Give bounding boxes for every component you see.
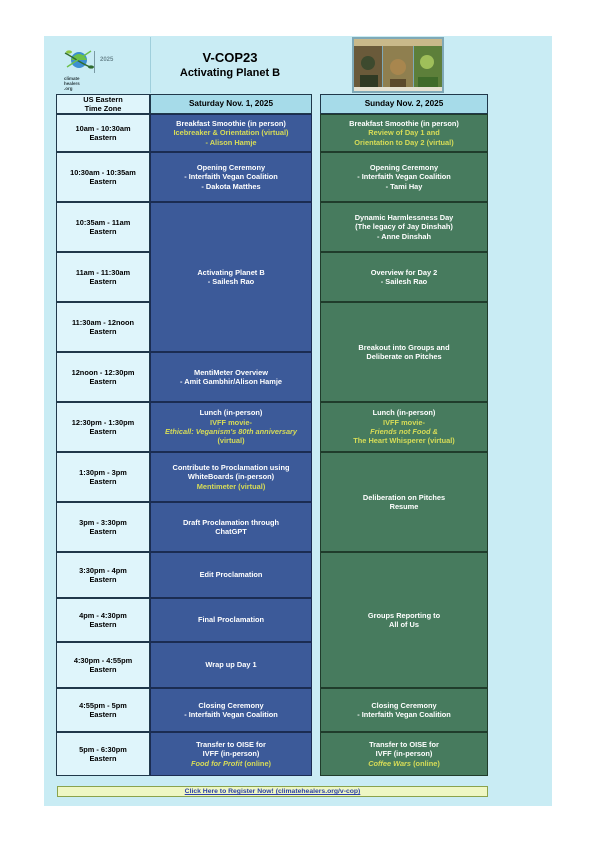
cell-text: Eastern bbox=[89, 277, 117, 286]
cell-text: (virtual) bbox=[217, 436, 245, 446]
cell-text: WhiteBoards (in-person) bbox=[187, 472, 275, 482]
cell-text: The Heart Whisperer (virtual) bbox=[353, 436, 455, 446]
cell-text: Transfer to OISE for bbox=[369, 739, 439, 749]
cell-text: Opening Ceremony bbox=[196, 162, 266, 172]
day2_events-event bbox=[320, 402, 488, 452]
cell-text: - Sailesh Rao bbox=[380, 277, 428, 286]
cell-text: IVFF (in-person) bbox=[202, 749, 260, 759]
day2_events-event bbox=[320, 202, 488, 252]
cell-text: Eastern bbox=[89, 527, 117, 536]
day1_events-event bbox=[150, 114, 312, 152]
day1_events-event bbox=[150, 552, 312, 598]
cell-text: (The legacy of Jay Dinshah) bbox=[355, 222, 453, 232]
time-slot bbox=[56, 252, 150, 302]
cell-text: 3:30pm - 4pm bbox=[79, 565, 127, 575]
logo-year: 2025 bbox=[100, 57, 114, 63]
cell-text: 11:30am - 12noon bbox=[71, 317, 135, 327]
logo-divider bbox=[94, 51, 95, 73]
cell-text: Transfer to OISE for bbox=[196, 739, 266, 749]
cell-text: Eastern bbox=[89, 477, 117, 486]
cell-text: 4:30pm - 4:55pm bbox=[73, 655, 133, 665]
cell-text: Resume bbox=[389, 502, 419, 511]
cell-text: Draft Proclamation through bbox=[182, 517, 280, 527]
timezone-header bbox=[56, 94, 150, 114]
cell-text: Activating Planet B bbox=[197, 267, 265, 277]
day2_events-event bbox=[320, 152, 488, 202]
day2_events-event bbox=[320, 552, 488, 688]
cell-text: Time Zone bbox=[84, 104, 122, 113]
logo-line: .org bbox=[64, 86, 73, 91]
time-slot bbox=[56, 688, 150, 732]
cell-text: Breakout into Groups and bbox=[358, 342, 450, 352]
day1_events-event bbox=[150, 402, 312, 452]
cell-text: 10:30am - 10:35am bbox=[70, 167, 136, 177]
day2_events-event bbox=[320, 452, 488, 552]
cell-text: ChatGPT bbox=[215, 527, 247, 536]
cell-text: Eastern bbox=[89, 227, 117, 236]
climate-healers-logo bbox=[58, 37, 151, 93]
cell-text: Eastern bbox=[89, 133, 117, 142]
cell-text: - Interfaith Vegan Coalition bbox=[357, 172, 451, 182]
cell-text: 11am - 11:30am bbox=[75, 267, 131, 277]
cell-text: 12noon - 12:30pm bbox=[71, 367, 135, 377]
cell-text: Opening Ceremony bbox=[369, 162, 439, 172]
day2_events-event bbox=[320, 252, 488, 302]
event-title-block bbox=[150, 37, 310, 93]
cell-text: Food for Profit (online) bbox=[190, 758, 272, 768]
cell-text: - Alison Hamje bbox=[205, 137, 257, 147]
time-slot bbox=[56, 302, 150, 352]
cell-text: 3pm - 3:30pm bbox=[79, 517, 127, 527]
cell-text: Eastern bbox=[89, 177, 117, 186]
cell-text: Eastern bbox=[89, 620, 117, 629]
cell-text: - Interfaith Vegan Coalition bbox=[357, 710, 451, 719]
time-slot bbox=[56, 452, 150, 502]
event-poster-image bbox=[352, 37, 444, 93]
cell-text: - Sailesh Rao bbox=[207, 277, 255, 286]
cell-text: Deliberate on Pitches bbox=[366, 352, 442, 361]
time-slot bbox=[56, 552, 150, 598]
cell-text: Breakfast Smoothie (in person) bbox=[176, 118, 286, 128]
day1_events-event bbox=[150, 352, 312, 402]
cell-text: - Interfaith Vegan Coalition bbox=[184, 710, 278, 719]
logo-text bbox=[64, 76, 80, 91]
cell-text: Closing Ceremony bbox=[371, 700, 437, 710]
cell-text: Eastern bbox=[89, 427, 117, 436]
cell-text: IVFF (in-person) bbox=[375, 749, 433, 759]
cell-text: Lunch (in-person) bbox=[372, 408, 436, 418]
day1_events-event bbox=[150, 598, 312, 642]
cell-text: Final Proclamation bbox=[197, 615, 265, 625]
cell-text: Review of Day 1 and bbox=[368, 128, 440, 138]
time-slot bbox=[56, 202, 150, 252]
event-subtitle: Activating Planet B bbox=[179, 67, 281, 79]
cell-text: - Tami Hay bbox=[385, 181, 423, 191]
cell-text: Icebreaker & Orientation (virtual) bbox=[173, 128, 289, 138]
day1_events-event bbox=[150, 452, 312, 502]
cell-text: Eastern bbox=[89, 327, 117, 336]
cell-text: 5pm - 6:30pm bbox=[79, 744, 127, 754]
cell-text: - Interfaith Vegan Coalition bbox=[184, 172, 278, 182]
cell-text: Mentimeter (virtual) bbox=[196, 481, 266, 491]
cell-text: - Dakota Matthes bbox=[201, 181, 261, 191]
time-slot bbox=[56, 152, 150, 202]
cell-text: - Amit Gambhir/Alison Hamje bbox=[180, 377, 282, 386]
cell-text: Orientation to Day 2 (virtual) bbox=[354, 137, 454, 147]
cell-text: Ethicall: Veganism's 80th anniversary bbox=[164, 427, 298, 436]
cell-text: 1:30pm - 3pm bbox=[79, 467, 127, 477]
day2_events-event bbox=[320, 114, 488, 152]
time-slot bbox=[56, 502, 150, 552]
time-slot bbox=[56, 114, 150, 152]
cell-text: US Eastern bbox=[83, 94, 123, 104]
logo-line: climate bbox=[64, 76, 80, 81]
register-link[interactable]: Click Here to Register Now! (climatehealers.org/v-cop) bbox=[57, 786, 488, 797]
poster-collage-icon bbox=[352, 37, 444, 93]
cell-text: Eastern bbox=[89, 575, 117, 584]
day1_events-event bbox=[150, 642, 312, 688]
time-slot bbox=[56, 642, 150, 688]
cell-text: Eastern bbox=[89, 710, 117, 719]
time-slot bbox=[56, 598, 150, 642]
cell-text: Eastern bbox=[89, 754, 117, 763]
cell-text: 4:55pm - 5pm bbox=[79, 700, 127, 710]
day1_events-event bbox=[150, 732, 312, 776]
cell-text: Eastern bbox=[89, 377, 117, 386]
day2_events-event bbox=[320, 732, 488, 776]
cell-text: - Anne Dinshah bbox=[377, 231, 431, 241]
cell-text: 10:35am - 11am bbox=[75, 217, 131, 227]
event-title: V-COP23 bbox=[202, 50, 258, 65]
logo-line: healers bbox=[64, 81, 80, 86]
cell-text: Groups Reporting to bbox=[367, 610, 441, 620]
day1_events-event bbox=[150, 502, 312, 552]
cell-text: Closing Ceremony bbox=[198, 700, 264, 710]
time-slot bbox=[56, 352, 150, 402]
cell-text: Breakfast Smoothie (in person) bbox=[349, 118, 459, 128]
cell-text: IVFF movie- bbox=[383, 417, 425, 427]
cell-text: Eastern bbox=[89, 665, 117, 674]
day2_events-event bbox=[320, 688, 488, 732]
cell-text: Lunch (in-person) bbox=[199, 408, 263, 418]
time-slot bbox=[56, 402, 150, 452]
cell-text: Saturday Nov. 1, 2025 bbox=[188, 99, 274, 109]
day1-header bbox=[150, 94, 312, 114]
cell-text: Contribute to Proclamation using bbox=[172, 462, 290, 472]
day2_events-event bbox=[320, 302, 488, 402]
cell-text: 4pm - 4:30pm bbox=[79, 610, 127, 620]
day1_events-event bbox=[150, 152, 312, 202]
cell-text: All of Us bbox=[389, 620, 419, 629]
cell-text: Dynamic Harmlessness Day bbox=[354, 212, 454, 222]
day2-header bbox=[320, 94, 488, 114]
cell-text: 12:30pm - 1:30pm bbox=[71, 417, 135, 427]
cell-text: Overview for Day 2 bbox=[370, 267, 438, 277]
cell-text: MentiMeter Overview bbox=[194, 367, 268, 377]
cell-text: Edit Proclamation bbox=[199, 570, 263, 580]
cell-text: Wrap up Day 1 bbox=[205, 660, 257, 670]
cell-text: Friends not Food & bbox=[370, 427, 438, 436]
day1_events-event bbox=[150, 688, 312, 732]
day1_events-event bbox=[150, 202, 312, 352]
cell-text: Sunday Nov. 2, 2025 bbox=[364, 99, 444, 109]
cell-text: 10am - 10:30am bbox=[75, 123, 131, 133]
cell-text: IVFF movie- bbox=[210, 417, 252, 427]
cell-text: Deliberation on Pitches bbox=[362, 492, 446, 502]
cell-text: Coffee Wars (online) bbox=[368, 758, 440, 768]
time-slot bbox=[56, 732, 150, 776]
